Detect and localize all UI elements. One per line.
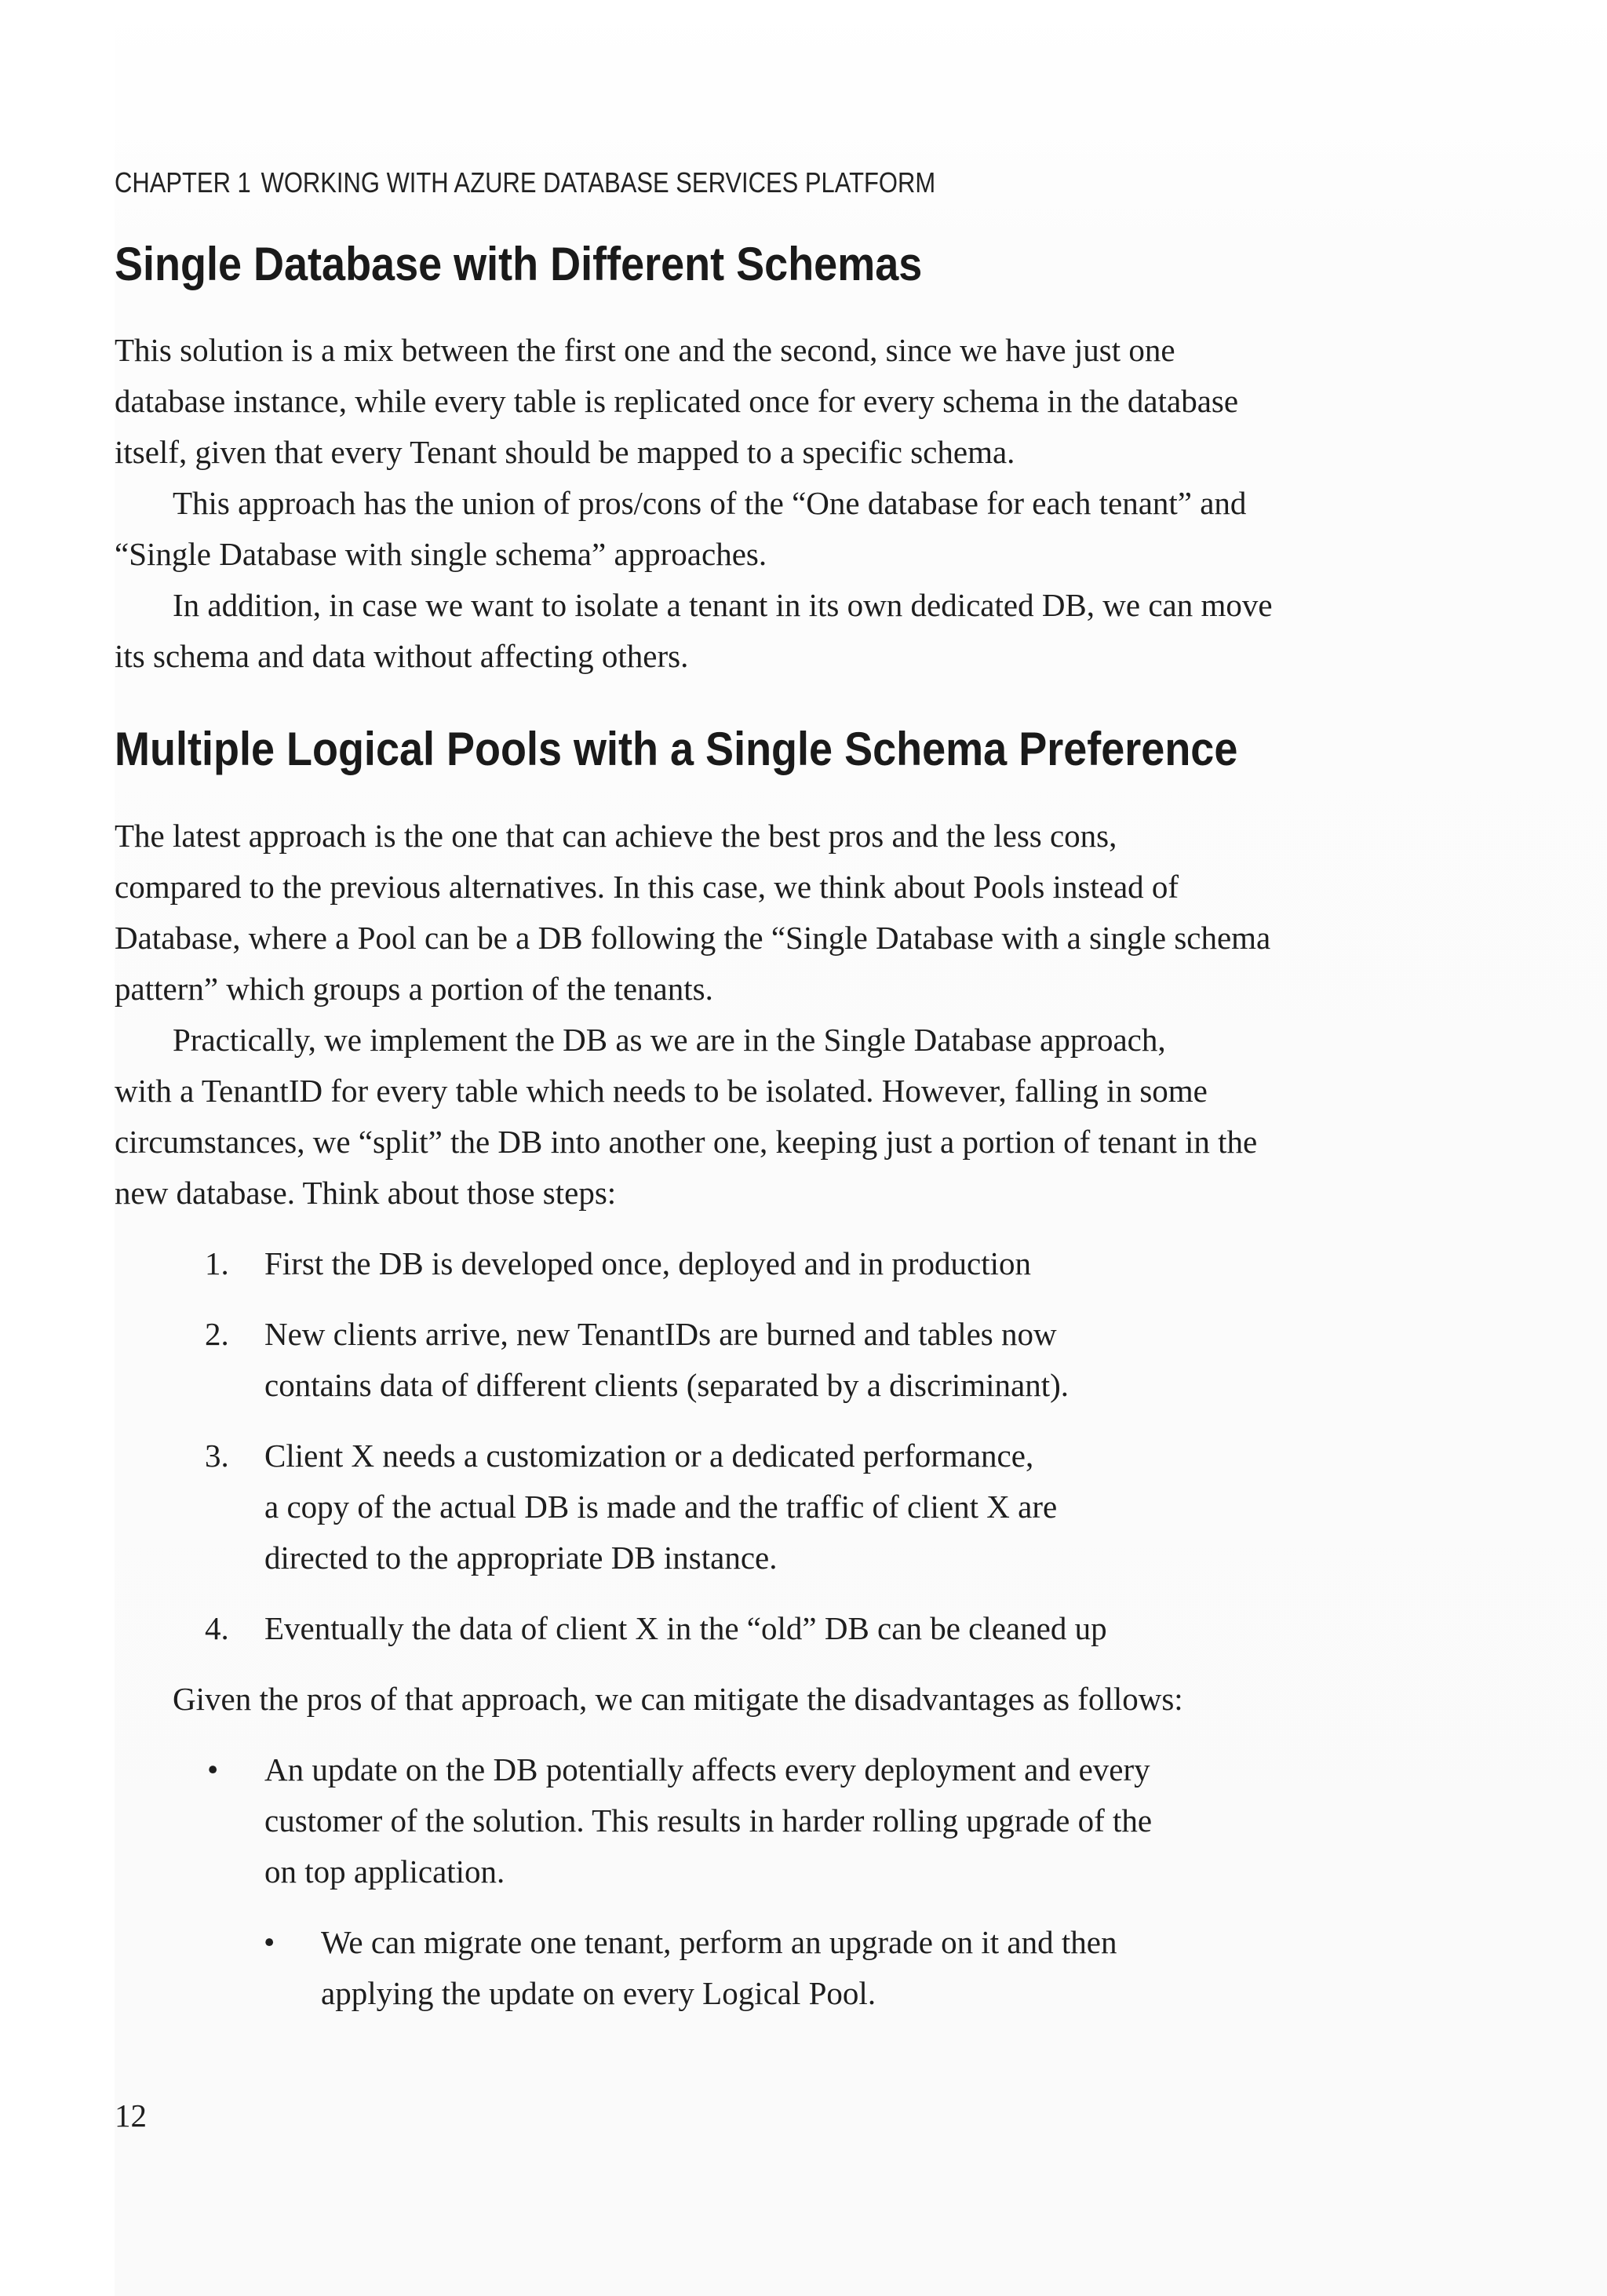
text-line: “Single Database with single schema” approaches. — [115, 536, 767, 572]
text-line: Database, where a Pool can be a DB following the “Single Database with a single schema — [115, 920, 1271, 956]
list-item-text — [264, 1603, 1107, 1654]
list-item-text — [321, 1917, 1117, 2019]
text-line: database instance, while every table is replicated once for every schema in the database — [115, 383, 1239, 419]
text-line: circumstances, we “split” the DB into another one, keeping just a portion of tenant in the — [115, 1124, 1258, 1160]
paragraph — [115, 811, 1480, 1015]
paragraph — [115, 1674, 1480, 1725]
list-item-text — [264, 1238, 1031, 1289]
text-line: Client X needs a customization or a dedicated performance, — [264, 1438, 1034, 1474]
paragraph — [115, 325, 1480, 478]
text-line: contains data of different clients (separated by a discriminant). — [264, 1367, 1069, 1403]
text-line: An update on the DB potentially affects every deployment and every — [264, 1751, 1150, 1788]
page-number: 12 — [115, 2097, 147, 2134]
text-line: The latest approach is the one that can achieve the best pros and the less cons, — [115, 818, 1117, 854]
running-head — [115, 166, 935, 199]
text-line: new database. Think about those steps: — [115, 1175, 617, 1211]
paragraph — [115, 1015, 1480, 1219]
text-line: This solution is a mix between the first one and the second, since we have just one — [115, 332, 1175, 368]
text-line: Practically, we implement the DB as we are in the Single Database approach, — [173, 1022, 1166, 1058]
section-heading-single-database: Single Database with Different Schemas — [115, 238, 923, 290]
bullet-marker: • — [264, 1924, 275, 1960]
text-line: Eventually the data of client X in the “old” DB can be cleaned up — [264, 1610, 1107, 1646]
text-line: New clients arrive, new TenantIDs are burned and tables now — [264, 1316, 1057, 1352]
bullet-marker: • — [207, 1751, 219, 1788]
list-item-text — [264, 1744, 1152, 1897]
paragraph — [115, 478, 1480, 580]
text-line: applying the update on every Logical Pool. — [321, 1975, 876, 2011]
text-line: itself, given that every Tenant should be mapped to a specific schema. — [115, 434, 1015, 470]
running-head-title: WORKING WITH AZURE DATABASE SERVICES PLATFORM — [261, 166, 936, 199]
list-number: 3. — [205, 1438, 229, 1474]
text-line: compared to the previous alternatives. In this case, we think about Pools instead of — [115, 869, 1179, 905]
text-line: pattern” which groups a portion of the tenants. — [115, 971, 713, 1007]
text-line: We can migrate one tenant, perform an upgrade on it and then — [321, 1924, 1117, 1960]
list-number: 1. — [205, 1245, 229, 1281]
text-line: First the DB is developed once, deployed and in production — [264, 1245, 1031, 1281]
text-line: directed to the appropriate DB instance. — [264, 1540, 778, 1576]
list-item-text — [264, 1309, 1069, 1411]
list-number: 2. — [205, 1316, 229, 1352]
text-line: This approach has the union of pros/cons of the “One database for each tenant” and — [173, 485, 1247, 521]
text-line: Given the pros of that approach, we can mitigate the disadvantages as follows: — [173, 1681, 1183, 1717]
text-line: with a TenantID for every table which needs to be isolated. However, falling in some — [115, 1073, 1208, 1109]
paragraph — [115, 580, 1480, 682]
list-number: 4. — [205, 1610, 229, 1646]
text-line: In addition, in case we want to isolate a tenant in its own dedicated DB, we can move — [173, 587, 1273, 623]
text-line: a copy of the actual DB is made and the traffic of client X are — [264, 1489, 1058, 1525]
section-heading-multiple-logical-pools: Multiple Logical Pools with a Single Schema Preference — [115, 723, 1238, 775]
text-line: customer of the solution. This results in harder rolling upgrade of the — [264, 1802, 1153, 1839]
running-head-chapter: CHAPTER 1 — [115, 166, 251, 199]
text-line: its schema and data without affecting others. — [115, 638, 689, 674]
list-item-text — [264, 1430, 1057, 1584]
text-line: on top application. — [264, 1853, 505, 1890]
